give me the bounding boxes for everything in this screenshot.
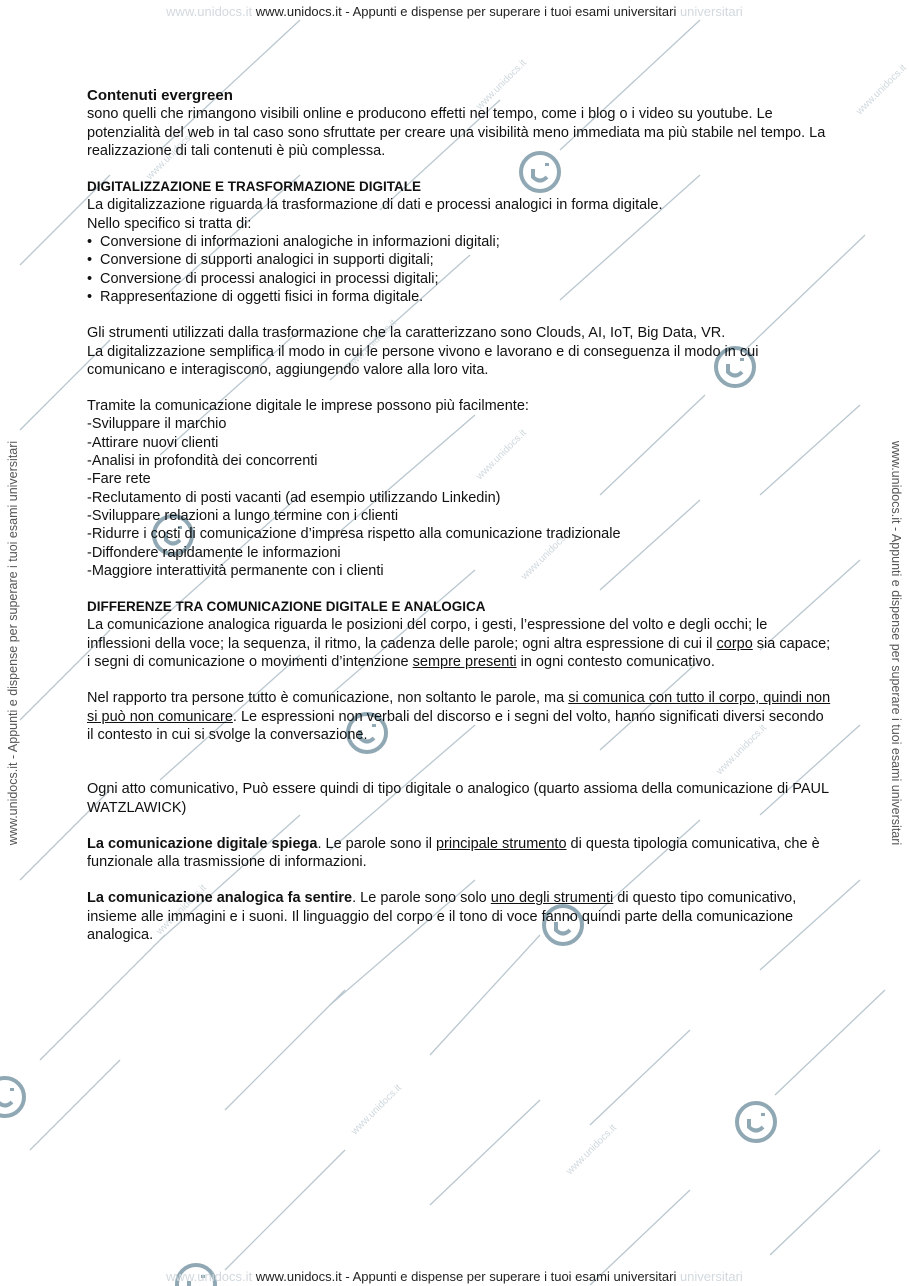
document-body [87, 87, 832, 962]
list-item: -Fare rete [87, 471, 151, 488]
list-item: -Analisi in profondità dei concorrenti [87, 453, 318, 470]
faint-watermark-text: www.unidocs.it [854, 62, 909, 118]
paragraph-via: Tramite la comunicazione digitale le imprese possono più facilmente: [87, 398, 529, 415]
text-run: . Le parole sono il [317, 835, 436, 852]
text-run: di questo tipo comunicativo, insieme alle immagini e i suoni. Il linguaggio del corpo e il tono di voce fanno quindi parte della comunicazione analogica. [87, 890, 797, 943]
paragraph-rapporto [87, 689, 832, 744]
text-run: sia capace; i segni di comunicazione o movimenti d’intenzione [87, 635, 831, 671]
section-title-evergreen: Contenuti evergreen [87, 87, 233, 104]
watermark-side-right [889, 441, 903, 845]
section-tools [87, 324, 832, 379]
paragraph-analogica [87, 616, 832, 671]
faint-watermark-text: www.unidocs.it [564, 1122, 619, 1178]
section-rapporto [87, 689, 832, 744]
bullet-list [87, 233, 832, 306]
faint-watermark-text: www.unidocs.it [519, 527, 574, 583]
faint-watermark-text: www.unidocs.it [474, 427, 529, 483]
underlined-text: corpo [716, 635, 753, 652]
paragraph-analogica-sentire [87, 889, 832, 944]
section-evergreen [87, 87, 832, 160]
list-item: -Sviluppare relazioni a lungo termine con i clienti [87, 507, 399, 524]
dash-list [87, 415, 832, 583]
section-business-benefits [87, 397, 832, 583]
watermark-main-text: www.unidocs.it - Appunti e dispense per superare i tuoi esami universitari [255, 1269, 677, 1284]
watermark-main-text: www.unidocs.it - Appunti e dispense per superare i tuoi esami universitari [255, 4, 677, 19]
watermark-side-left [6, 441, 20, 845]
faint-watermark-text: www.unidocs.it [349, 1082, 404, 1138]
paragraph-simplifies: La digitalizzazione semplifica il modo in cui le persone vivono e lavorano e di conseguenza il modo in cui comunicano e interagiscono, aggiungendo valore alla loro vita. [87, 343, 759, 378]
section-differenze [87, 598, 832, 671]
underlined-text: principale strumento [435, 835, 567, 852]
list-item: -Attirare nuovi clienti [87, 434, 219, 451]
paragraph-digitale-spiega [87, 835, 832, 872]
list-item: • Rappresentazione di oggetti fisici in forma digitale. [87, 288, 832, 306]
watermark-side-right-text: www.unidocs.it - Appunti e dispense per superare i tuoi esami universitari [889, 440, 903, 846]
list-item: -Diffondere rapidamente le informazioni [87, 544, 341, 561]
watermark-header [0, 4, 909, 19]
watermark-ghost-prefix: www.unidocs.it [166, 1269, 253, 1284]
text-run: in ogni contesto comunicativo. [516, 654, 715, 671]
underlined-text: sempre presenti [412, 654, 517, 671]
section-assioma [87, 780, 832, 817]
section-digitale-spiega [87, 835, 832, 872]
text-run: di questa tipologia comunicativa, che è funzionale alla trasmissione di informazioni. [87, 835, 820, 871]
section-title-digitalizzazione: DIGITALIZZAZIONE E TRASFORMAZIONE DIGITALE [87, 179, 421, 195]
underlined-text: si comunica con tutto il corpo, quindi non si può non comunicare [87, 690, 831, 725]
list-item: -Maggiore interattività permanente con i clienti [87, 562, 384, 579]
bold-text: La comunicazione analogica fa sentire [87, 890, 353, 907]
faint-watermark-text: www.unidocs.it [154, 882, 209, 938]
faint-watermark-text: www.unidocs.it [714, 722, 769, 778]
watermark-ghost-suffix: universitari [679, 1269, 743, 1284]
list-item: -Reclutamento di posti vacanti (ad esempio utilizzando Linkedin) [87, 489, 501, 506]
paragraph-evergreen: sono quelli che rimangono visibili online e producono effetti nel tempo, come i blog o i video su youtube. Le potenzialità del web in tal caso sono sfruttate per creare una visibilità meno immediata ma più stabile nel tempo. La realizzazione di tali contenuti è più complessa. [87, 106, 826, 159]
section-digitalizzazione [87, 178, 832, 306]
list-item: -Sviluppare il marchio [87, 416, 227, 433]
section-analogica-sentire [87, 889, 832, 944]
paragraph-digital-intro-2: Nello specifico si tratta di: [87, 215, 252, 232]
text-run: La comunicazione analogica riguarda le posizioni del corpo, i gesti, l’espressione del volto e degli occhi; le inflessioni della voce; la sequenza, il ritmo, la cadenza delle parole; ogni altra espressione di cui il [87, 617, 768, 652]
text-run: . Le parole sono solo [352, 890, 491, 907]
list-item: • Conversione di processi analogici in processi digitali; [87, 270, 832, 288]
list-item: -Ridurre i costi di comunicazione d’impresa rispetto alla comunicazione tradizionale [87, 526, 621, 543]
faint-watermark-text: www.unidocs.it [474, 57, 529, 113]
paragraph-digital-intro: La digitalizzazione riguarda la trasformazione di dati e processi analogici in forma digitale. [87, 197, 663, 214]
text-run: . Le espressioni non verbali del discorso e i segni del volto, hanno significati diversi secondo il contesto in cui si svolge la conversazione. [87, 708, 824, 743]
text-run: Nel rapporto tra persone tutto è comunicazione, non soltanto le parole, ma [87, 690, 569, 707]
list-item: • Conversione di supporti analogici in supporti digitali; [87, 251, 832, 269]
watermark-ghost-prefix: www.unidocs.it [166, 4, 253, 19]
list-item: • Conversione di informazioni analogiche in informazioni digitali; [87, 233, 832, 251]
watermark-ghost-suffix: universitari [679, 4, 743, 19]
watermark-side-left-text: www.unidocs.it - Appunti e dispense per superare i tuoi esami universitari [6, 440, 20, 846]
underlined-text: uno degli strumenti [490, 890, 614, 907]
faint-watermark-text: www.unidocs.it [344, 317, 399, 373]
paragraph-tools: Gli strumenti utilizzati dalla trasformazione che la caratterizzano sono Clouds, AI, IoT, Big Data, VR. [87, 325, 726, 342]
paragraph-assioma: Ogni atto comunicativo, Può essere quindi di tipo digitale o analogico (quarto assioma della comunicazione di PAUL WATZLAWICK) [87, 781, 829, 816]
watermark-footer [0, 1269, 909, 1284]
bold-text: La comunicazione digitale spiega [87, 835, 318, 852]
faint-watermark-text: www.unidocs.it [144, 127, 199, 183]
section-title-differenze: DIFFERENZE TRA COMUNICAZIONE DIGITALE E ANALOGICA [87, 599, 486, 615]
